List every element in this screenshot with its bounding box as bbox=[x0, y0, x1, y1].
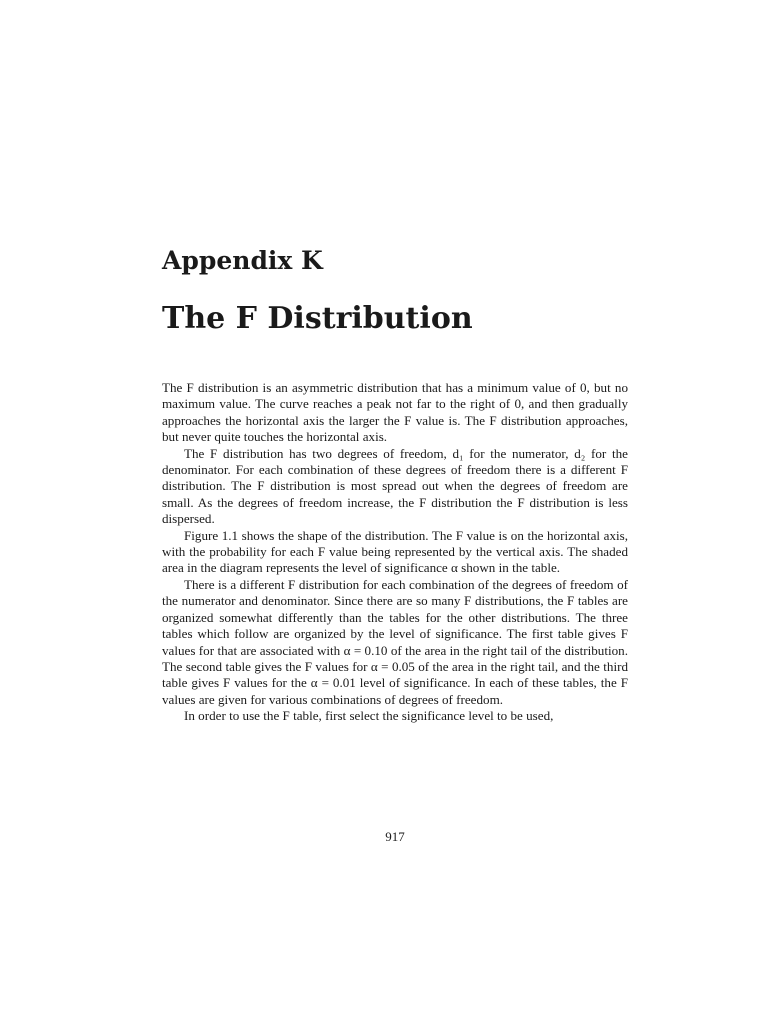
paragraph-figure-description: Figure 1.1 shows the shape of the distribution. The F value is on the horizontal axis, with the probability for each F value being represented by the vertical axis. The shaded area in the diagram represents the level of significance α shown in the table. bbox=[162, 527, 628, 576]
body-text bbox=[162, 380, 628, 725]
paragraph-intro: The F distribution is an asymmetric distribution that has a minimum value of 0, but no maximum value. The curve reaches a peak not far to the right of 0, and then gradually approaches the horizontal axis the larger the F value is. The F distribution approaches, but never quite touches the horizontal axis. bbox=[162, 380, 628, 445]
document-page bbox=[162, 0, 628, 1024]
page-number: 917 bbox=[385, 829, 405, 844]
paragraph-table-usage: In order to use the F table, first select the significance level to be used, bbox=[184, 708, 554, 724]
paragraph-degrees-of-freedom: The F distribution has two degrees of freedom, d₁ for the numerator, d₂ for the denominator. For each combination of these degrees of freedom there is a different F distribution. The F distribution is most spread out when the degrees of freedom are small. As the degrees of freedom increase, the F distribution the F distribution is less dispersed. bbox=[162, 445, 628, 527]
chapter-title: The F Distribution bbox=[162, 301, 473, 336]
appendix-label: Appendix K bbox=[162, 246, 323, 275]
paragraph-table-organization: There is a different F distribution for each combination of the degrees of freedom of the numerator and denominator. Since there are so many F distributions, the F tables are organized somewhat differently than the tables for the other distributions. The three tables which follow are organized by the level of significance. The first table gives F values for that are associated with α = 0.10 of the area in the right tail of the distribution. The second table gives the F values for α = 0.05 of the area in the right tail, and the third table gives F values for the α = 0.01 level of significance. In each of these tables, the F values are given for various combinations of degrees of freedom. bbox=[162, 576, 628, 707]
